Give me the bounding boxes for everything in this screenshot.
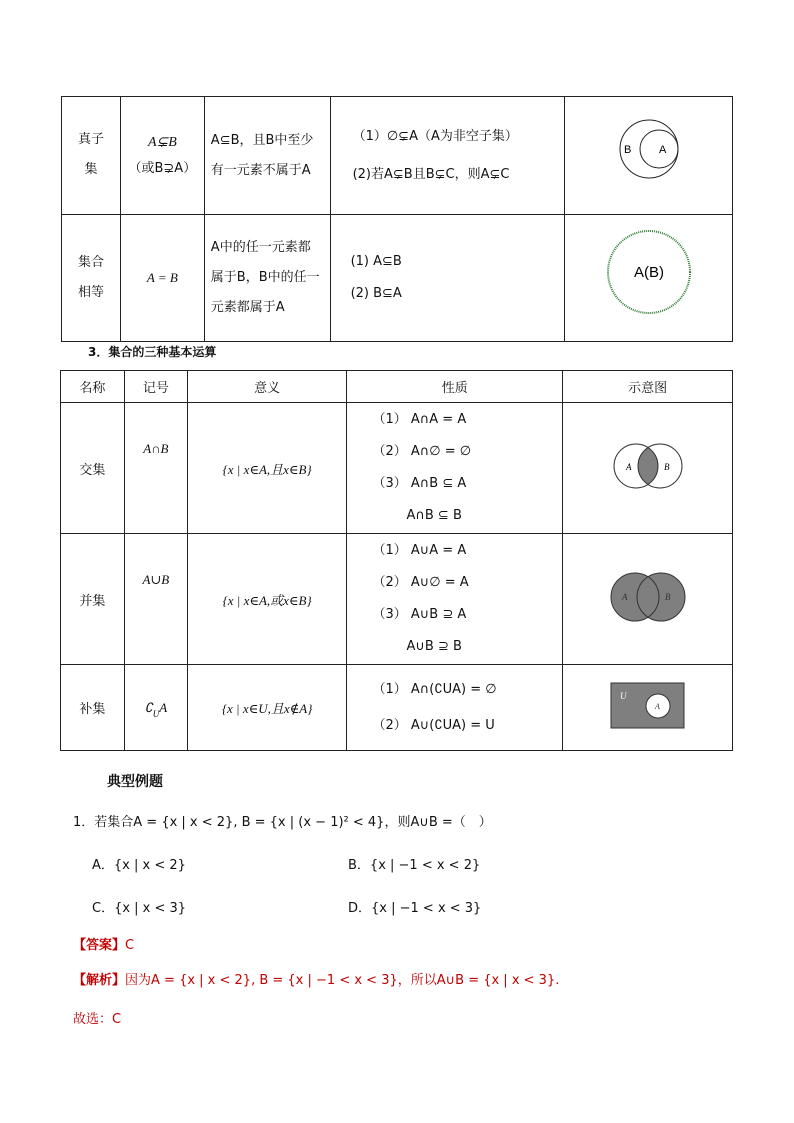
option-a: A．{x | x < 2} xyxy=(92,858,186,873)
answer-line xyxy=(73,934,134,953)
union-diagram xyxy=(605,569,691,625)
diagram-label: A xyxy=(621,592,628,602)
property: (2) B⊆A xyxy=(350,286,402,301)
notation-alt: （或B⊋A） xyxy=(128,160,197,176)
property: （2） A∪(∁UA) = U xyxy=(372,717,495,733)
meaning: A中的任一元素都属于B，B中的任一元素都属于A xyxy=(210,240,320,315)
diagram-label: A xyxy=(654,701,660,711)
property: (2)若A⊊B且B⊊C，则A⊊C xyxy=(352,166,510,182)
diagram-label: A(B) xyxy=(633,263,664,281)
choice-line: 故选：C xyxy=(73,1012,122,1027)
row-name: 集合相等 xyxy=(62,215,121,342)
meaning: {x | x∈U,且x∉A} xyxy=(187,665,347,751)
property: （3） A∪B ⊇ A xyxy=(372,607,467,622)
meaning: {x | x∈A,且x∈B} xyxy=(187,403,347,534)
section-title: 3．集合的三种基本运算 xyxy=(88,345,217,359)
properties-cell xyxy=(330,215,565,342)
header-cell: 性质 xyxy=(347,371,563,403)
property: （1） A∩A = A xyxy=(372,412,467,427)
diagram-cell xyxy=(563,534,733,665)
property: （1） A∪A = A xyxy=(372,543,467,558)
header-cell: 名称 xyxy=(61,371,125,403)
row-name: 真子集 xyxy=(62,97,121,215)
property: （2） A∪∅ = A xyxy=(372,575,469,590)
diagram-label: B xyxy=(664,592,671,602)
set-relations-table xyxy=(61,96,733,342)
diagram-cell xyxy=(565,97,733,215)
diagram-cell xyxy=(563,665,733,751)
properties-cell xyxy=(347,665,563,751)
table-row xyxy=(61,665,733,751)
header-cell: 示意图 xyxy=(563,371,733,403)
diagram-cell xyxy=(565,215,733,342)
meaning: {x | x∈A,或x∈B} xyxy=(187,534,347,665)
meaning-cell xyxy=(204,97,330,215)
option-c: C．{x | x < 3} xyxy=(92,901,187,916)
diagram-label: B xyxy=(623,144,631,156)
property: （1）∅⊊A（A为非空子集） xyxy=(352,128,518,144)
diagram-label: A xyxy=(625,462,632,472)
table-row xyxy=(62,97,733,215)
diagram-label: U xyxy=(619,690,627,701)
notation: $∁_UA$ xyxy=(124,665,187,751)
header-row xyxy=(61,371,733,403)
property: A∩B ⊆ B xyxy=(406,508,462,523)
diagram-label: B xyxy=(663,462,670,472)
row-name: 交集 xyxy=(61,403,125,534)
meaning-cell xyxy=(204,215,330,342)
properties-cell xyxy=(347,403,563,534)
meaning: A⊆B，且B中至少有一元素不属于A xyxy=(210,132,314,178)
option-b: B．{x | −1 < x < 2} xyxy=(348,858,481,873)
intersection-diagram xyxy=(608,440,688,492)
header-cell: 意义 xyxy=(187,371,347,403)
notation: A∪B xyxy=(124,534,187,665)
option-d: D．{x | −1 < x < 3} xyxy=(348,901,482,916)
answer-value: C xyxy=(125,938,135,953)
set-operations-table xyxy=(60,370,733,751)
property: （1） A∩(∁UA) = ∅ xyxy=(372,681,497,697)
table-row xyxy=(61,403,733,534)
proper-subset-diagram xyxy=(589,104,709,194)
examples-title: 典型例题 xyxy=(107,774,163,790)
diagram-label: A xyxy=(658,144,666,156)
answer-label: 【答案】 xyxy=(73,938,126,953)
table-row xyxy=(62,215,733,342)
analysis-label: 【解析】 xyxy=(73,973,126,988)
notation: A∩B xyxy=(124,403,187,534)
property: (1) A⊆B xyxy=(350,254,402,269)
complement-diagram xyxy=(610,682,686,730)
properties-cell xyxy=(330,97,565,215)
row-name: 补集 xyxy=(61,665,125,751)
property: （3） A∩B ⊆ A xyxy=(372,476,467,491)
table-row xyxy=(61,534,733,665)
notation: A⊊B xyxy=(147,134,177,150)
properties-cell xyxy=(347,534,563,665)
equal-sets-diagram xyxy=(589,222,709,322)
analysis-text: 因为A = {x | x < 2}, B = {x | −1 < x < 3}，所以A∪B = {x | x < 3}. xyxy=(125,973,560,988)
property: A∪B ⊇ B xyxy=(406,639,462,654)
notation: A = B xyxy=(120,215,204,342)
analysis-line xyxy=(73,969,559,988)
notation-cell xyxy=(120,97,204,215)
row-name: 并集 xyxy=(61,534,125,665)
header-cell: 记号 xyxy=(124,371,187,403)
property: （2） A∩∅ = ∅ xyxy=(372,444,472,459)
diagram-cell xyxy=(563,403,733,534)
question-stem: 1．若集合A = {x | x < 2}, B = {x | (x − 1)² < 4}，则A∪B =（ ） xyxy=(73,815,492,830)
